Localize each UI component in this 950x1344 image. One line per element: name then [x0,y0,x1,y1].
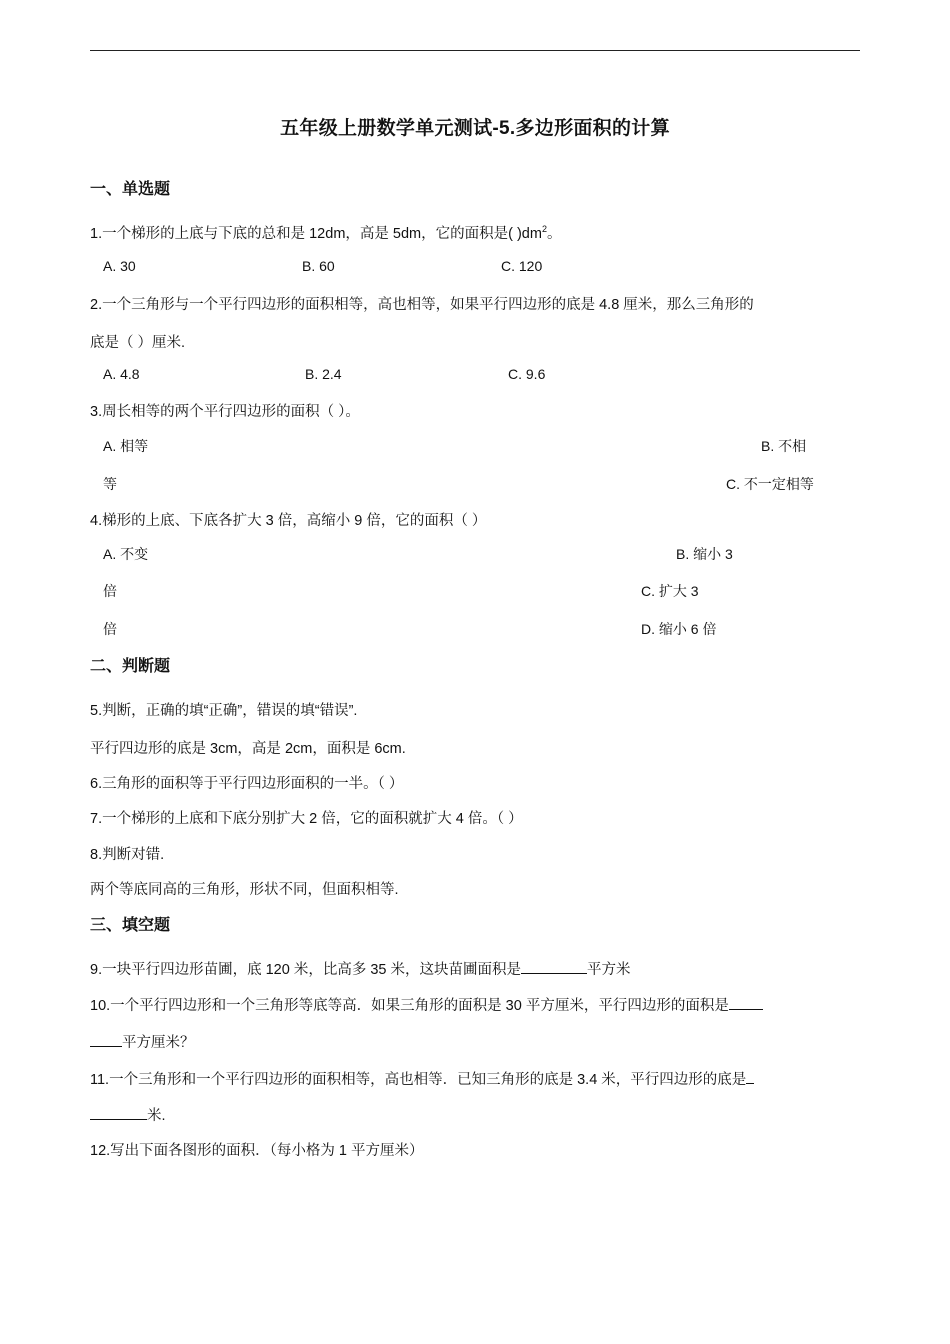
question-3-option-b[interactable]: B. 不相 [761,438,807,454]
question-2-option-a[interactable]: A. 4.8 [103,366,140,382]
question-5-line-2: 平行四边形的底是 3cm，高是 2cm，面积是 6cm. [90,741,406,757]
question-11-line-1 [90,1068,754,1089]
question-1-option-b[interactable]: B. 60 [302,258,335,274]
question-4-option-b[interactable]: B. 缩小 3 [676,546,733,562]
question-2-option-c[interactable]: C. 9.6 [508,366,546,382]
question-1-end: 。 [546,226,562,242]
question-12: 12.写出下面各图形的面积．（每小格为 1 平方厘米） [90,1143,424,1159]
question-4-option-d[interactable]: D. 缩小 6 倍 [641,621,717,637]
question-11-line-2 [90,1104,166,1125]
question-10-answer-blank[interactable] [729,996,763,1010]
question-11-unit: 米. [147,1108,166,1124]
section-heading-single-choice: 一、单选题 [90,181,171,198]
question-9-answer-blank[interactable] [521,960,587,974]
question-9 [90,958,631,979]
question-6: 6.三角形的面积等于平行四边形面积的一半。（ ） [90,776,404,792]
question-10-text: 10.一个平行四边形和一个三角形等底等高．如果三角形的面积是 30 平方厘米，平行四边形的面积是 [90,998,729,1014]
question-9-text: 9.一块平行四边形苗圃，底 120 米，比高多 35 米，这块苗圃面积是 [90,962,522,978]
question-2-line-2: 底是（ ）厘米. [90,335,186,351]
question-10-answer-blank-continued[interactable] [90,1033,122,1047]
question-5-line-1: 5.判断，正确的填“正确”，错误的填“错误”. [90,703,358,719]
page-title: 五年级上册数学单元测试-5.多边形面积的计算 [280,118,670,139]
question-1-option-a[interactable]: A. 30 [103,258,136,274]
question-4-option-b-continued[interactable]: 倍 [103,583,117,599]
question-1-unit-exponent: 2 [541,224,547,235]
question-4-option-c-continued[interactable]: 倍 [103,621,117,637]
question-9-unit: 平方米 [587,962,631,978]
question-1 [90,222,561,243]
question-11-answer-blank[interactable] [746,1070,754,1084]
section-heading-fill-in: 三、填空题 [90,917,171,934]
question-4-option-a[interactable]: A. 不变 [103,546,149,562]
question-4: 4.梯形的上底、下底各扩大 3 倍，高缩小 9 倍，它的面积（ ） [90,513,487,529]
question-10-line-2 [90,1031,195,1052]
question-2-option-b[interactable]: B. 2.4 [305,366,342,382]
question-7: 7.一个梯形的上底和下底分别扩大 2 倍，它的面积就扩大 4 倍。（ ） [90,811,523,827]
question-11-answer-blank-continued[interactable] [90,1106,147,1120]
question-4-option-c[interactable]: C. 扩大 3 [641,583,699,599]
question-10-line-1 [90,994,763,1015]
section-heading-true-false: 二、判断题 [90,658,171,675]
question-8-line-2: 两个等底同高的三角形，形状不同，但面积相等. [90,882,399,898]
question-3-option-a[interactable]: A. 相等 [103,438,149,454]
question-3: 3.周长相等的两个平行四边形的面积（ ）。 [90,404,360,420]
question-3-option-c[interactable]: C. 不一定相等 [726,476,814,492]
question-10-unit: 平方厘米？ [122,1035,195,1051]
question-1-text: 1.一个梯形的上底与下底的总和是 12dm，高是 5dm，它的面积是( )dm [90,226,542,242]
question-11-text: 11.一个三角形和一个平行四边形的面积相等，高也相等．已知三角形的底是 3.4 米，平行四边形的底是 [90,1072,747,1088]
question-1-option-c[interactable]: C. 120 [501,258,543,274]
question-8-line-1: 8.判断对错. [90,847,165,863]
question-3-option-b-continued[interactable]: 等 [103,476,117,492]
question-2-line-1: 2.一个三角形与一个平行四边形的面积相等，高也相等，如果平行四边形的底是 4.8 厘米，那么三角形的 [90,297,754,313]
header-rule [90,50,860,51]
